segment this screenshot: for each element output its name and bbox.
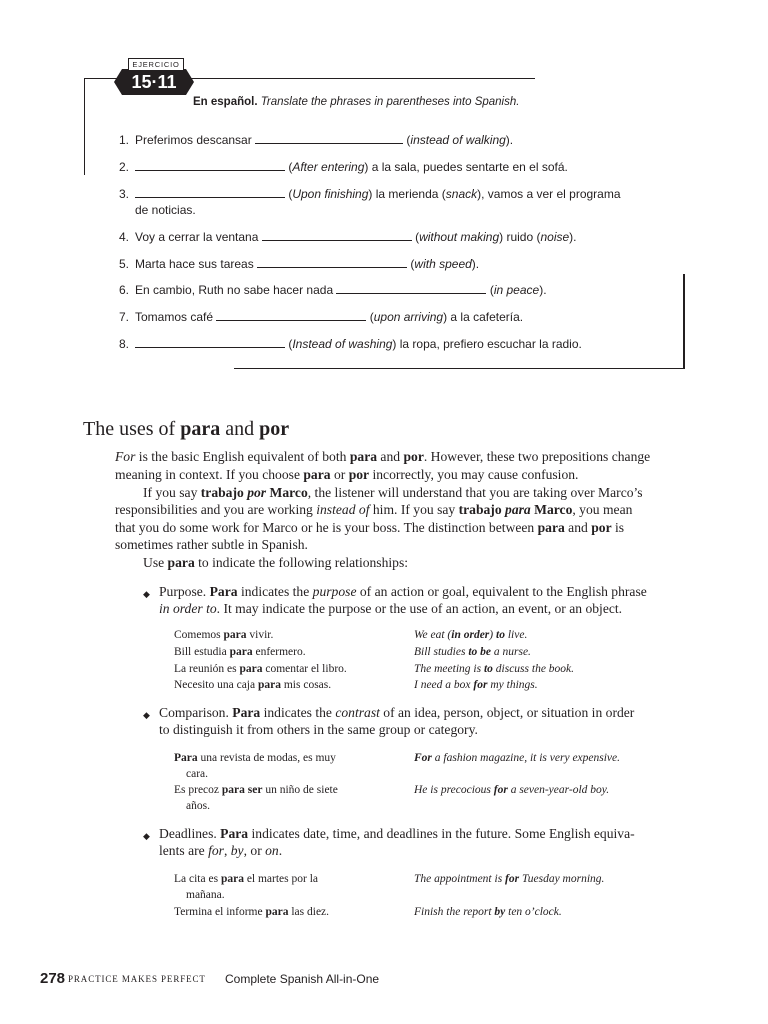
bullet-icon: ◆	[143, 831, 150, 841]
exercise-item-6: 6. En cambio, Ruth no sabe hacer nada (in peace).	[119, 283, 547, 297]
purpose-line-2: in order to. It may indicate the purpose or the use of an action, an event, or an object.	[159, 601, 623, 616]
exercise-item-4: 4. Voy a cerrar la ventana (without making) ruido (noise).	[119, 230, 577, 244]
exercise-number: 15·11	[131, 72, 177, 92]
bullet-icon: ◆	[143, 589, 150, 599]
para2-line-1: If you say trabajo por Marco, the listener will understand that you are taking over Marco’s	[143, 485, 643, 500]
exercise-item-8: 8. (Instead of washing) la ropa, prefiero escuchar la radio.	[119, 337, 582, 351]
deadlines-example-en: The appointment is for Tuesday morning.	[414, 873, 605, 885]
answer-blank-3[interactable]	[135, 186, 285, 198]
answer-blank-2[interactable]	[135, 159, 285, 171]
purpose-example-es: Bill estudia para enfermero.	[174, 646, 306, 658]
bullet-icon: ◆	[143, 710, 150, 720]
exercise-item-7: 7. Tomamos café (upon arriving) a la cafetería.	[119, 310, 524, 324]
exercise-item-2: 2. (After entering) a la sala, puedes sentarte en el sofá.	[119, 160, 568, 174]
purpose-example-es: Necesito una caja para mis cosas.	[174, 679, 332, 691]
para2-line-2: responsibilities and you are working instead of him. If you say trabajo para Marco, you mean	[115, 502, 633, 517]
answer-blank-1[interactable]	[255, 132, 403, 144]
book-title: Complete Spanish All-in-One	[225, 972, 380, 986]
deadlines-line-2: lents are for, by, or on.	[159, 843, 283, 858]
exercise-item-3: 3. (Upon finishing) la merienda (snack), vamos a ver el programa	[119, 187, 621, 201]
comparison-line-1: Comparison. Para indicates the contrast of an idea, person, object, or situation in order	[159, 705, 635, 720]
comparison-example-en: He is precocious for a seven-year-old boy.	[414, 784, 610, 796]
para3-line: Use para to indicate the following relationships:	[143, 555, 409, 570]
instruction-text: Translate the phrases in parentheses into Spanish.	[260, 96, 520, 108]
purpose-example-es: Comemos para vivir.	[174, 629, 274, 641]
intro-line-1: For is the basic English equivalent of both para and por. However, these two prepositions change	[115, 449, 651, 464]
deadlines-example-es: Termina el informe para las diez.	[174, 906, 330, 918]
series-title: PRACTICE MAKES PERFECT	[68, 974, 206, 984]
deadlines-example-en: Finish the report by ten o’clock.	[414, 906, 562, 918]
purpose-example-en: I need a box for my things.	[414, 679, 538, 691]
exercise-bottom-rule	[234, 368, 685, 369]
deadlines-example-es-cont: mañana.	[186, 889, 225, 901]
answer-blank-8[interactable]	[135, 336, 285, 348]
exercise-instruction	[193, 96, 519, 108]
comparison-line-2: to distinguish it from others in the same group or category.	[159, 722, 478, 737]
instruction-bold: En español.	[193, 96, 258, 108]
answer-blank-5[interactable]	[257, 256, 407, 268]
deadlines-line-1: Deadlines. Para indicates date, time, and deadlines in the future. Some English equiva-	[159, 826, 635, 841]
purpose-example-es: La reunión es para comentar el libro.	[174, 663, 347, 675]
exercise-item-5: 5. Marta hace sus tareas (with speed).	[119, 257, 480, 271]
comparison-example-es: Es precoz para ser un niño de siete	[174, 784, 338, 796]
page-number: 278	[40, 970, 66, 987]
purpose-example-en: Bill studies to be a nurse.	[414, 646, 531, 658]
deadlines-example-es: La cita es para el martes por la	[174, 873, 319, 885]
para2-line-3: that you do some work for Marco or he is your boss. The distinction between para and por is	[115, 520, 625, 535]
answer-blank-4[interactable]	[262, 229, 412, 241]
para2-line-4: sometimes rather subtle in Spanish.	[115, 537, 308, 552]
purpose-example-en: The meeting is to discuss the book.	[414, 663, 575, 675]
comparison-example-es: Para una revista de modas, es muy	[174, 752, 336, 764]
exercise-right-rule	[683, 274, 685, 369]
intro-line-2: meaning in context. If you choose para or por incorrectly, you may cause confusion.	[115, 467, 579, 482]
comparison-example-es-cont: cara.	[186, 768, 209, 780]
purpose-line-1: Purpose. Para indicates the purpose of an action or goal, equivalent to the English phrase	[159, 584, 647, 599]
exercise-item-3-line2: de noticias.	[135, 203, 196, 217]
section-heading: The uses of para and por	[83, 418, 290, 440]
exercise-label: EJERCICIO	[128, 58, 184, 71]
answer-blank-7[interactable]	[216, 309, 366, 321]
exercise-item-1: 1. Preferimos descansar (instead of walking).	[119, 133, 514, 147]
comparison-example-es-cont: años.	[186, 800, 210, 812]
exercise-left-rule	[84, 78, 85, 175]
exercise-top-rule	[190, 78, 535, 79]
purpose-example-en: We eat (in order) to live.	[414, 629, 528, 641]
comparison-example-en: For a fashion magazine, it is very expensive.	[414, 752, 621, 764]
answer-blank-6[interactable]	[336, 282, 486, 294]
